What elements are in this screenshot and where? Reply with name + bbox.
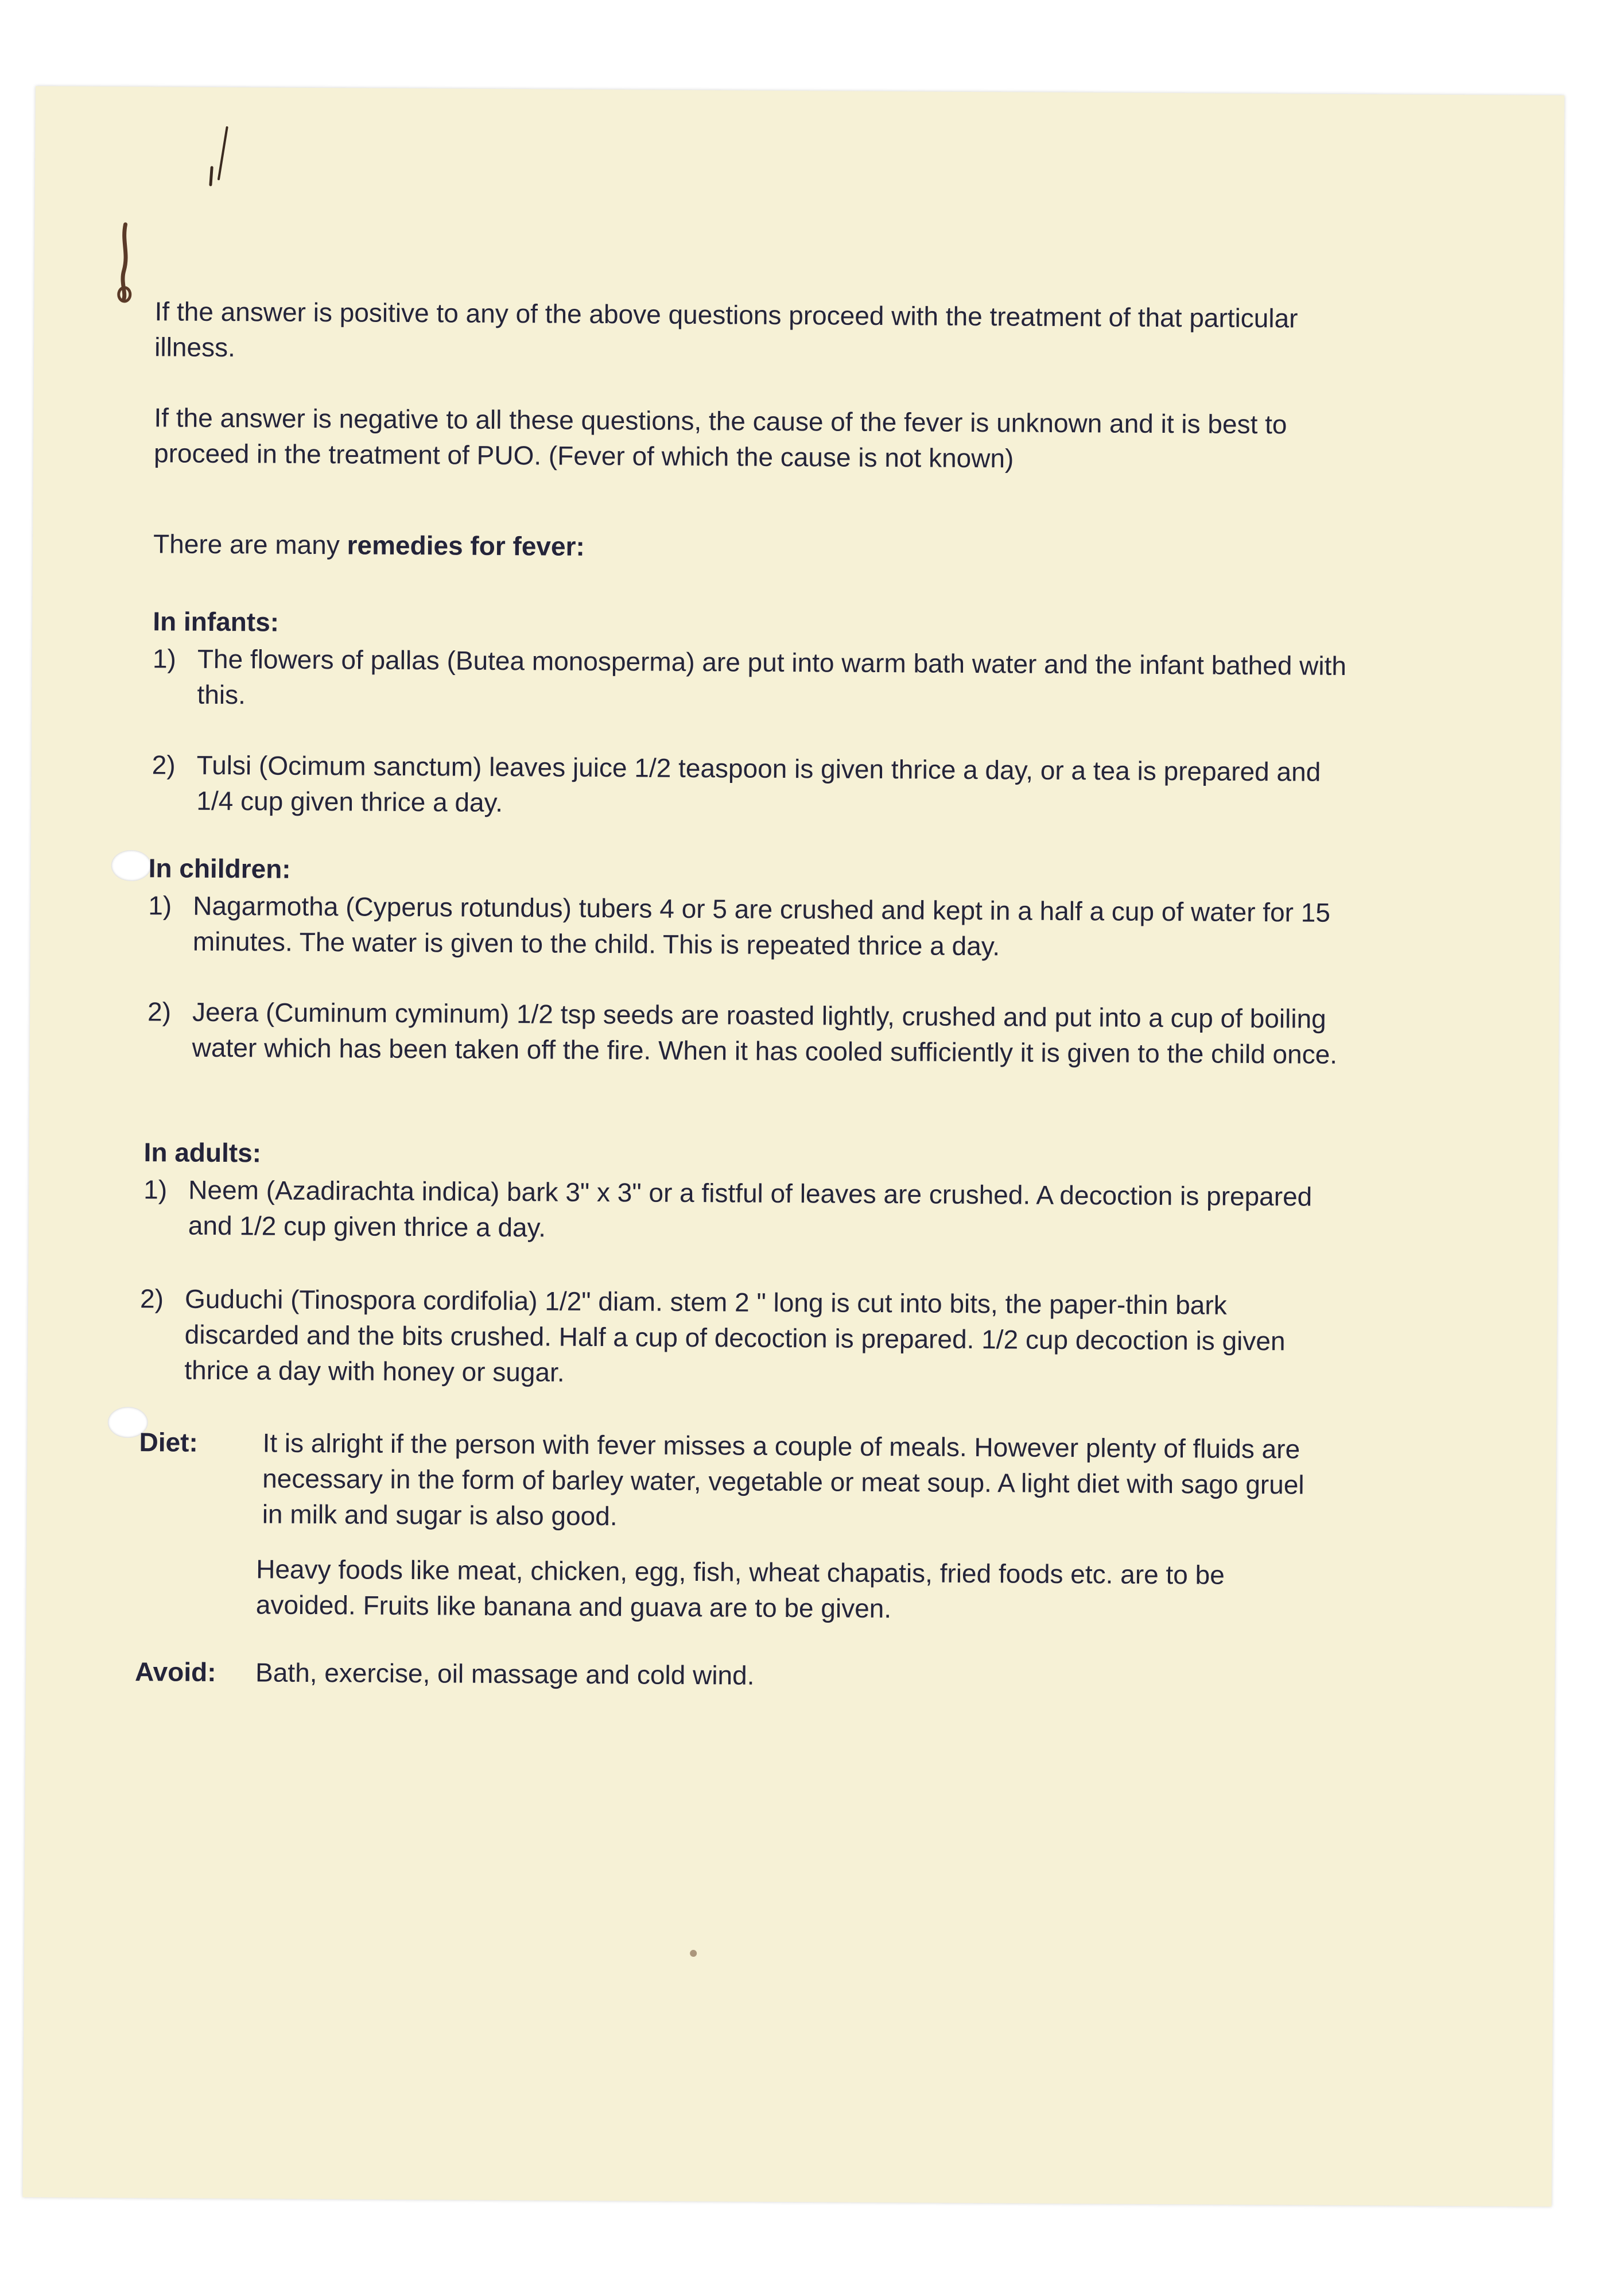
- list-item: [152, 747, 1357, 817]
- avoid-text: Bath, exercise, oil massage and cold wind.: [255, 1657, 755, 1690]
- list-text: The flowers of pallas (Butea monosperma) are put into warm bath water and the infant bathed with this.: [197, 643, 1347, 710]
- heading-adults: In adults:: [143, 1137, 262, 1168]
- list-item: [147, 994, 1353, 1069]
- diet-paragraph-1: It is alright if the person with fever misses a couple of meals. However plenty of fluids are necessary in the form of barley water, vegetable or meat soup. A light diet with sago gruel in milk and sugar is also good.: [262, 1428, 1304, 1531]
- heading-infants: In infants:: [153, 606, 279, 637]
- intro-paragraph-1: If the answer is positive to any of the above questions proceed with the treatment of that particular illness.: [154, 296, 1298, 363]
- list-number: 2): [139, 1283, 164, 1314]
- list-text: Guduchi (Tinospora cordifolia) 1/2" diam. stem 2 " long is cut into bits, the paper-thin bark discarded and the bits crushed. Half a cup of decoction is prepared. 1/2 cup decoction is given thrice a day with honey or sugar.: [184, 1283, 1286, 1387]
- avoid-label: Avoid:: [134, 1657, 216, 1687]
- list-item: [148, 887, 1353, 961]
- remedies-intro-text: There are many: [153, 529, 347, 560]
- list-item: [139, 1281, 1345, 1387]
- diet-label: Diet:: [139, 1427, 198, 1457]
- diet-paragraph-2: Heavy foods like meat, chicken, egg, fish, wheat chapatis, fried foods etc. are to be avoided. Fruits like banana and guava are to be given.: [255, 1554, 1225, 1624]
- list-text: Nagarmotha (Cyperus rotundus) tubers 4 or 5 are crushed and kept in a half a cup of water for 15 minutes. The water is given to the child. This is repeated thrice a day.: [192, 890, 1331, 961]
- list-item: [143, 1172, 1349, 1243]
- remedies-intro: [153, 526, 1358, 569]
- list-number: 1): [148, 890, 172, 921]
- list-text: Jeera (Cuminum cyminum) 1/2 tsp seeds are roasted lightly, crushed and put into a cup of boiling water which has been taken off the fire. When it has cooled sufficiently it is given to the child once.: [192, 996, 1338, 1069]
- list-text: Tulsi (Ocimum sanctum) leaves juice 1/2 teaspoon is given thrice a day, or a tea is prepared and 1/4 cup given thrice a day.: [196, 750, 1321, 817]
- list-text: Neem (Azadirachta indica) bark 3" x 3" or a fistful of leaves are crushed. A decoction is prepared and 1/2 cup given thrice a day.: [188, 1174, 1313, 1243]
- document-body: [23, 86, 1564, 2206]
- remedies-intro-bold: remedies for fever:: [347, 530, 585, 561]
- list-item: [152, 641, 1358, 710]
- intro-paragraph-2: If the answer is negative to all these questions, the cause of the fever is unknown and it is best to proceed in the treatment of PUO. (Fever of which the cause is not known): [153, 402, 1287, 474]
- document-page: [23, 86, 1564, 2206]
- list-number: 1): [152, 643, 176, 674]
- heading-children: In children:: [148, 853, 291, 884]
- list-number: 1): [143, 1174, 168, 1205]
- list-number: 2): [147, 996, 172, 1027]
- list-number: 2): [152, 750, 176, 780]
